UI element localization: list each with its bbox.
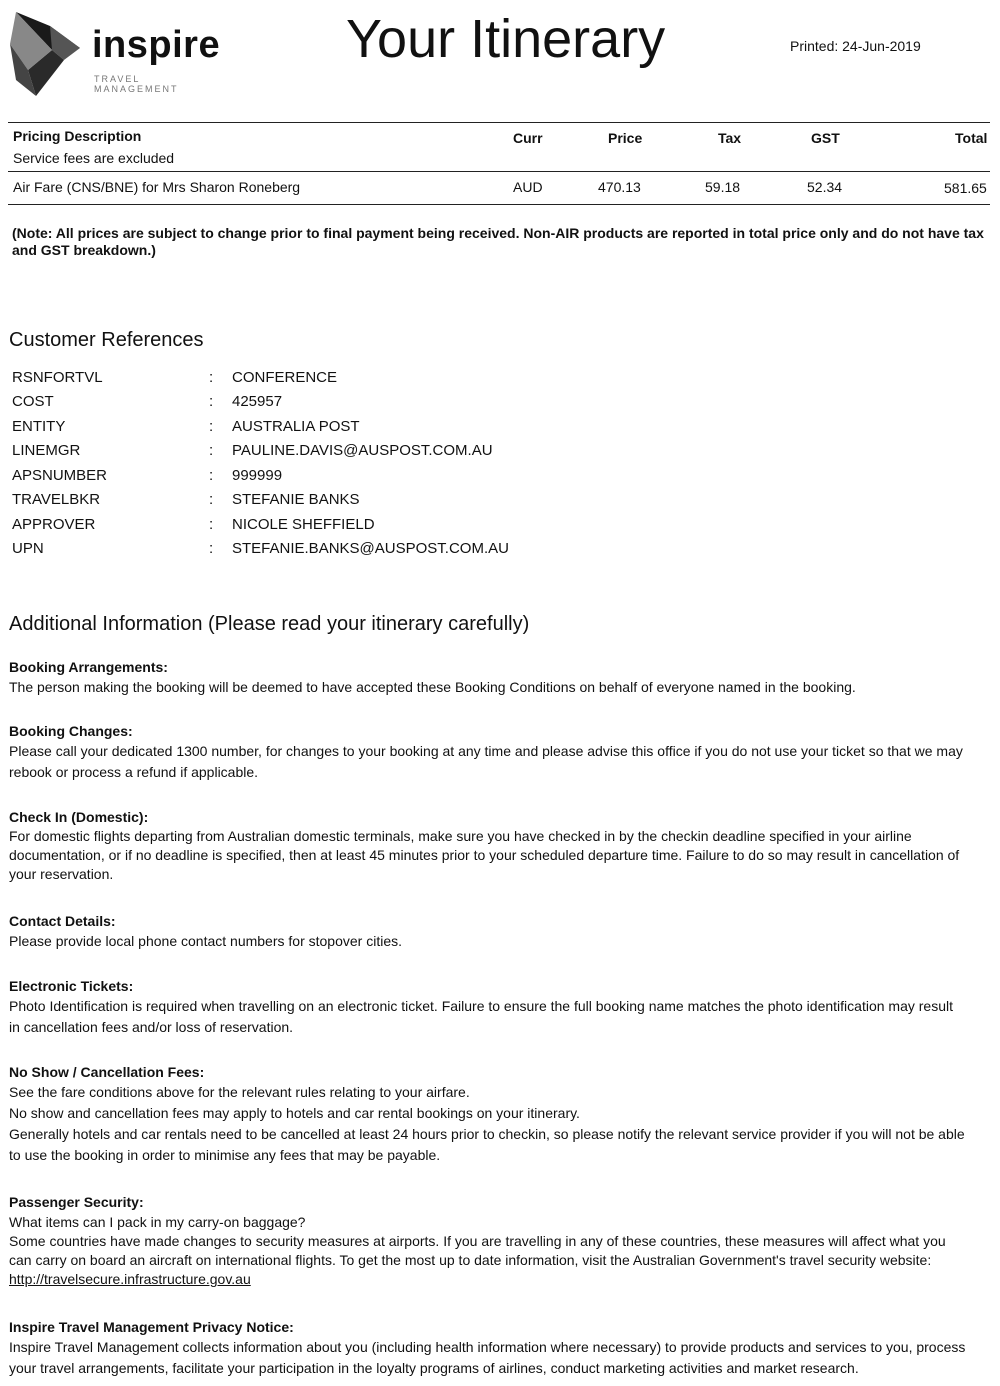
reference-key: ENTITY	[12, 418, 66, 435]
list-item	[0, 467, 1000, 491]
info-text: The person making the booking will be deemed to have accepted these Booking Conditions on behalf of everyone named in the booking.	[9, 679, 856, 695]
reference-separator: :	[209, 393, 214, 410]
info-text: Please call your dedicated 1300 number, for changes to your booking at any time and please advise this office if you do not use your ticket so that we may	[9, 743, 963, 759]
reference-value: CONFERENCE	[232, 369, 338, 386]
reference-value: NICOLE SHEFFIELD	[232, 516, 375, 533]
reference-key: APPROVER	[12, 516, 96, 533]
info-text: to use the booking in order to minimise any fees that may be payable.	[9, 1147, 441, 1163]
pricing-cell-tax: 59.18	[705, 179, 741, 195]
info-text: in cancellation fees and/or loss of reservation.	[9, 1019, 294, 1035]
reference-separator: :	[209, 418, 214, 435]
brand-name: inspire	[92, 24, 221, 66]
pricing-cell-gst: 52.34	[807, 179, 843, 195]
info-text: For domestic flights departing from Australian domestic terminals, make sure you have checked in by the checkin deadline specified in your airline	[9, 828, 912, 844]
reference-separator: :	[209, 491, 214, 508]
pricing-header-tax: Tax	[718, 130, 742, 146]
reference-key: RSNFORTVL	[12, 369, 103, 386]
list-item	[0, 442, 1000, 466]
reference-key: COST	[12, 393, 54, 410]
info-heading: Passenger Security:	[9, 1194, 144, 1210]
info-heading: Booking Arrangements:	[9, 659, 168, 675]
info-heading: No Show / Cancellation Fees:	[9, 1064, 205, 1080]
info-check-in	[9, 807, 991, 884]
reference-value: STEFANIE.BANKS@AUSPOST.COM.AU	[232, 540, 509, 557]
info-privacy-notice	[9, 1317, 991, 1379]
info-passenger-security	[9, 1192, 991, 1289]
reference-value: AUSTRALIA POST	[232, 418, 360, 435]
list-item	[0, 369, 1000, 393]
list-item	[0, 393, 1000, 417]
page-title: Your Itinerary	[346, 9, 666, 69]
info-text: your reservation.	[9, 866, 114, 882]
reference-separator: :	[209, 467, 214, 484]
info-contact-details	[9, 911, 991, 952]
info-heading: Inspire Travel Management Privacy Notice:	[9, 1319, 294, 1335]
info-booking-arrangements	[9, 657, 991, 698]
reference-value: STEFANIE BANKS	[232, 491, 360, 508]
reference-value: 999999	[232, 467, 283, 484]
pricing-header-price: Price	[608, 130, 643, 146]
info-text: Generally hotels and car rentals need to be cancelled at least 24 hours prior to checkin, so please notify the relevant service provider if you will not be able	[9, 1126, 965, 1142]
brand-logo	[6, 4, 226, 100]
info-text: Some countries have made changes to security measures at airports. If you are travelling in any of these countries, these measures will affect what you	[9, 1233, 946, 1249]
reference-key: LINEMGR	[12, 442, 81, 459]
list-item	[0, 516, 1000, 540]
info-text: Photo Identification is required when travelling on an electronic ticket. Failure to ensure the full booking name matches the photo identification may result	[9, 998, 953, 1014]
info-text: your travel arrangements, facilitate your participation in the loyalty programs of airlines, conduct marketing activities and market research.	[9, 1360, 859, 1376]
info-text: Inspire Travel Management collects information about you (including health information where necessary) to provide products and services to you, process	[9, 1339, 966, 1355]
info-booking-changes	[9, 721, 991, 783]
additional-info-title: Additional Information (Please read your itinerary carefully)	[9, 613, 530, 635]
page-header	[0, 0, 1000, 110]
pricing-header-description: Pricing Description	[13, 128, 142, 144]
info-heading: Booking Changes:	[9, 723, 133, 739]
reference-key: APSNUMBER	[12, 467, 108, 484]
travel-security-link[interactable]: http://travelsecure.infrastructure.gov.au	[9, 1271, 251, 1287]
brand-tagline: TRAVEL MANAGEMENT	[94, 74, 179, 94]
info-text: No show and cancellation fees may apply to hotels and car rental bookings on your itinerary.	[9, 1105, 580, 1121]
pricing-cell-price: 470.13	[598, 179, 641, 195]
info-text: Please provide local phone contact numbers for stopover cities.	[9, 933, 402, 949]
pricing-cell-total: 581.65	[944, 180, 987, 196]
info-text: See the fare conditions above for the relevant rules relating to your airfare.	[9, 1084, 470, 1100]
divider	[8, 204, 990, 205]
info-text: rebook or process a refund if applicable.	[9, 764, 259, 780]
reference-value: 425957	[232, 393, 283, 410]
divider	[8, 171, 990, 172]
list-item	[0, 540, 1000, 564]
info-text: can carry on board an aircraft on international flights. To get the most up to date information, visit the Australian Government's travel security website:	[9, 1252, 932, 1268]
inspire-logo-icon	[6, 4, 90, 100]
info-electronic-tickets	[9, 976, 991, 1038]
info-text: documentation, or if no deadline is specified, then at least 45 minutes prior to your scheduled departure time. Failure to do so may result in cancellation of	[9, 847, 960, 863]
divider	[8, 122, 990, 123]
pricing-subheader: Service fees are excluded	[13, 150, 175, 166]
printed-date: Printed: 24-Jun-2019	[790, 38, 921, 54]
reference-value: PAULINE.DAVIS@AUSPOST.COM.AU	[232, 442, 493, 459]
info-heading: Contact Details:	[9, 913, 116, 929]
list-item	[0, 491, 1000, 515]
reference-separator: :	[209, 369, 214, 386]
info-heading: Check In (Domestic):	[9, 809, 149, 825]
reference-separator: :	[209, 442, 214, 459]
info-text: What items can I pack in my carry-on baggage?	[9, 1214, 306, 1230]
pricing-header-total: Total	[955, 130, 988, 146]
customer-references-title: Customer References	[9, 329, 204, 351]
list-item	[0, 418, 1000, 442]
pricing-note: (Note: All prices are subject to change prior to final payment being received. Non-AIR products are reported in total price only and do not have tax and GST breakdown.)	[12, 225, 984, 258]
info-cancellation-fees	[9, 1062, 991, 1166]
pricing-cell-curr: AUD	[513, 179, 543, 195]
reference-separator: :	[209, 540, 214, 557]
pricing-header-curr: Curr	[513, 130, 543, 146]
reference-key: TRAVELBKR	[12, 491, 101, 508]
pricing-header-gst: GST	[811, 130, 840, 146]
info-heading: Electronic Tickets:	[9, 978, 134, 994]
reference-key: UPN	[12, 540, 44, 557]
pricing-cell-description: Air Fare (CNS/BNE) for Mrs Sharon Roneberg	[13, 179, 301, 195]
reference-separator: :	[209, 516, 214, 533]
